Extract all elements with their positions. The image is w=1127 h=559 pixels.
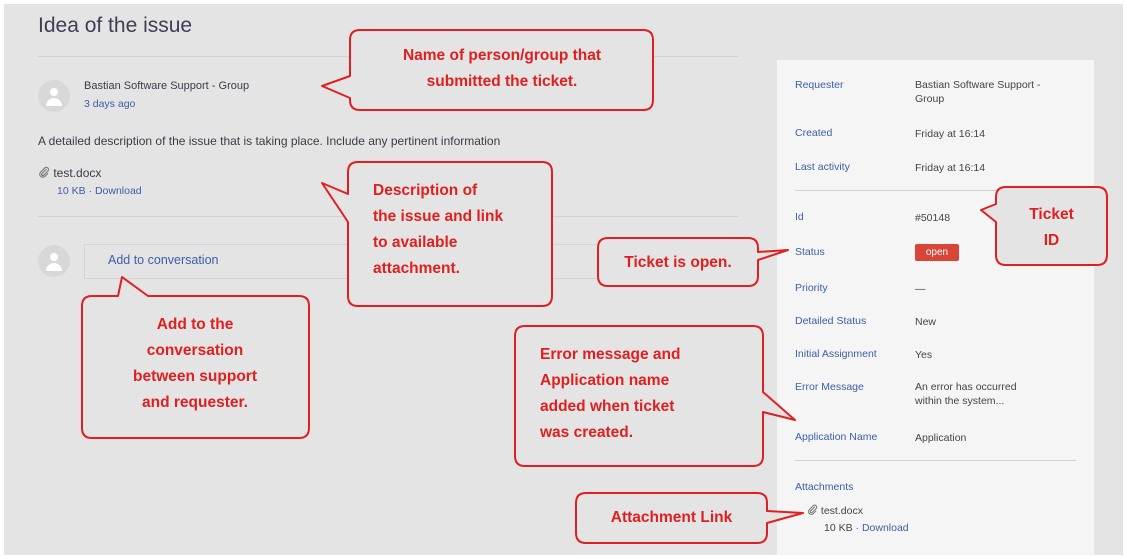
application-name-label: Application Name (795, 431, 878, 443)
callout-line: and requester. (142, 394, 248, 411)
submitter-callout (352, 43, 652, 95)
sidebar-attachment-separator: · (855, 522, 860, 534)
status-badge: open (915, 244, 959, 261)
attachment-link-callout (578, 505, 765, 531)
priority-value: — (915, 283, 926, 295)
sidebar-attachment-download-link[interactable]: Download (861, 522, 909, 534)
initial-assignment-label: Initial Assignment (795, 348, 877, 360)
submitter-time: 3 days ago (84, 98, 136, 110)
callout-line: conversation (146, 342, 244, 359)
created-label: Created (795, 127, 833, 139)
error-message-callout (540, 342, 760, 446)
attachment-separator: · (88, 185, 93, 197)
callout-line: was created. (540, 424, 634, 441)
callout-line: Description of (373, 182, 478, 199)
callout-line: to available (373, 234, 458, 251)
application-name-value: Application (915, 432, 967, 444)
id-value: #50148 (915, 212, 951, 224)
callout-line: Add to the (156, 316, 234, 333)
conversation-callout (84, 312, 306, 416)
submitter-name[interactable]: Bastian Software Support - Group (84, 80, 250, 92)
error-message-line: within the system... (915, 395, 1005, 407)
id-label: Id (795, 211, 804, 223)
sidebar-attachment-filename[interactable]: test.docx (820, 505, 863, 517)
detailed-status-value: New (915, 316, 937, 328)
requester-label: Requester (795, 79, 844, 91)
callout-line: submitted the ticket. (426, 73, 578, 90)
detailed-status-label: Detailed Status (795, 315, 867, 327)
callout-line: Ticket is open. (624, 254, 732, 271)
callout-line: Attachment Link (610, 509, 733, 526)
callout-line: Name of person/group that (402, 47, 602, 64)
callout-line: the issue and link (373, 208, 504, 225)
error-message-line: An error has occurred (915, 381, 1017, 393)
issue-description: A detailed description of the issue that is taking place. Include any pertinent information (38, 134, 501, 148)
add-to-conversation-placeholder: Add to conversation (108, 253, 219, 267)
last-activity-value: Friday at 16:14 (915, 162, 986, 174)
attachments-label: Attachments (795, 481, 854, 493)
attachment-size: 10 KB (57, 185, 86, 197)
ticket-open-callout (600, 250, 756, 276)
callout-line: added when ticket (540, 398, 675, 415)
attachment-download-link[interactable]: Download (94, 185, 142, 197)
priority-label: Priority (795, 282, 828, 294)
requester-value-line: Group (915, 93, 945, 105)
callout-line: ID (1043, 232, 1060, 249)
sidebar-attachment-size: 10 KB (824, 522, 853, 534)
initial-assignment-value: Yes (915, 349, 933, 361)
page-title: Idea of the issue (38, 14, 193, 37)
callout-line: attachment. (373, 260, 460, 277)
last-activity-label: Last activity (795, 161, 850, 173)
requester-value-line: Bastian Software Support - (915, 79, 1041, 91)
callout-line: between support (132, 368, 257, 385)
callout-line: Error message and (540, 346, 681, 363)
ticket-id-callout (998, 202, 1105, 254)
callout-line: Ticket (1029, 206, 1074, 223)
created-value: Friday at 16:14 (915, 128, 986, 140)
callout-line: Application name (540, 372, 670, 389)
error-message-label: Error Message (795, 381, 864, 393)
attachment-filename[interactable]: test.docx (53, 166, 102, 180)
status-label: Status (795, 246, 825, 258)
description-callout (373, 178, 548, 282)
